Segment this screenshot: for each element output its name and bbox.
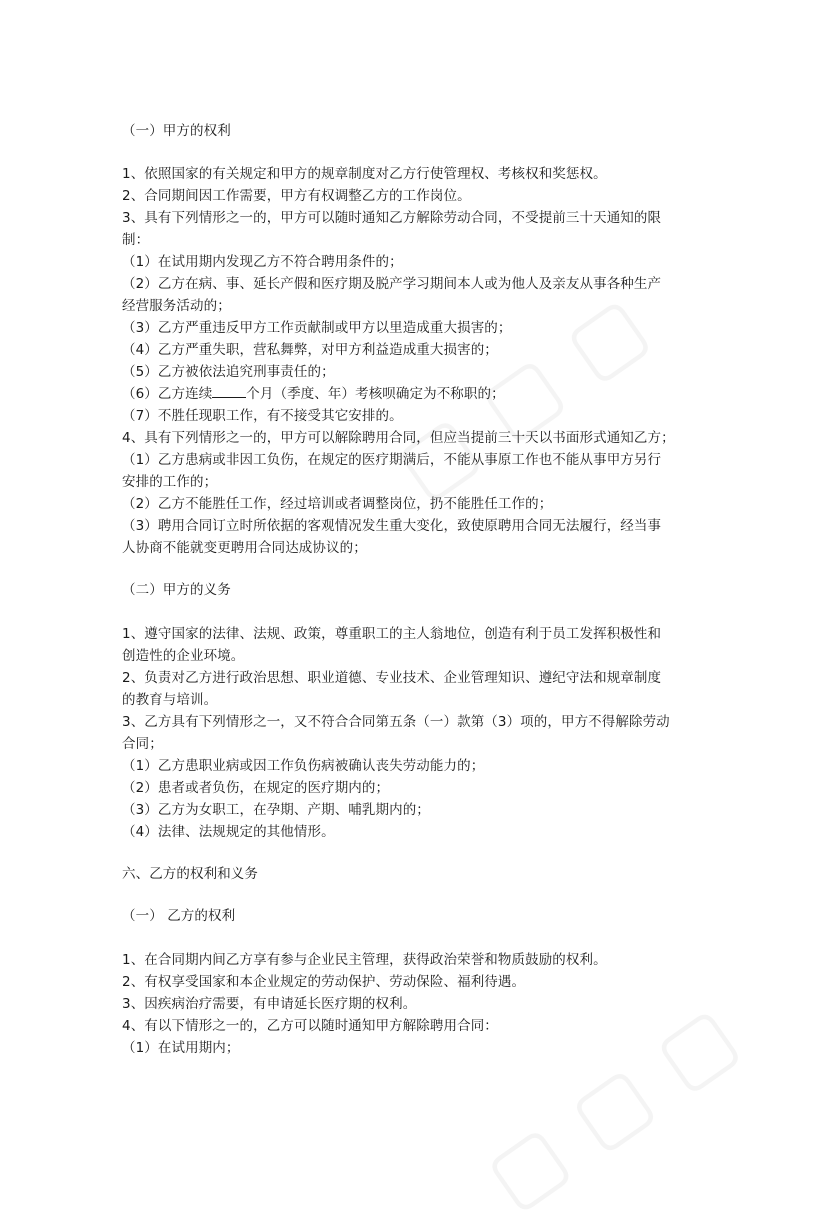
paragraph-line: 2、有权享受国家和本企业规定的劳动保护、劳动保险、福利待遇。 [122,974,526,990]
paragraph-line-with-blank [122,384,505,404]
paragraph-line: 1、依照国家的有关规定和甲方的规章制度对乙方行使管理权、考核权和奖惩权。 [122,166,607,182]
paragraph-line: 3、具有下列情形之一的，甲方可以随时通知乙方解除劳动合同，不受提前三十天通知的限 [122,210,662,226]
paragraph-line: 经营服务活动的； [122,298,231,314]
paragraph-line: （3）聘用合同订立时所依据的客观情况发生重大变化，致使原聘用合同无法履行，经当事 [122,518,662,534]
section-heading: （一） 乙方的权利 [122,908,236,924]
paragraph-line: 人协商不能就变更聘用合同达成协议的； [122,540,367,556]
section-heading: （一）甲方的权利 [122,123,231,139]
paragraph-line: 2、负责对乙方进行政治思想、职业道德、专业技术、企业管理知识、遵纪守法和规章制度 [122,670,662,686]
paragraph-line: 的教育与培训。 [122,692,218,708]
line-suffix: 个月（季度、年）考核呗确定为不称职的； [246,386,505,402]
paragraph-line: 制： [122,232,150,248]
paragraph-line: 创造性的企业环境。 [122,648,245,664]
fill-in-blank [212,384,246,398]
paragraph-line: （2）乙方不能胜任工作，经过培训或者调整岗位，扔不能胜任工作的； [122,496,553,512]
paragraph-line: （3）乙方严重违反甲方工作贡献制或甲方以里造成重大损害的； [122,320,512,336]
paragraph-line: （1）在试用期内发现乙方不符合聘用条件的； [122,254,403,270]
paragraph-line: 1、在合同期内间乙方享有参与企业民主管理，获得政治荣誉和物质鼓励的权利。 [122,952,607,968]
paragraph-line: （2）乙方在病、事、延长产假和医疗期及脱产学习期间本人或为他人及亲友从事各种生产 [122,276,662,292]
paragraph-line: 2、合同期间因工作需要，甲方有权调整乙方的工作岗位。 [122,188,471,204]
paragraph-line: 1、遵守国家的法律、法规、政策，尊重职工的主人翁地位，创造有利于员工发挥积极性和 [122,626,662,642]
paragraph-line: 3、因疾病治疗需要，有申请延长医疗期的权利。 [122,996,417,1012]
paragraph-line: 3、乙方具有下列情形之一，又不符合合同第五条（一）款第（3）项的，甲方不得解除劳动 [122,714,670,730]
paragraph-line: 安排的工作的； [122,474,218,490]
chapter-heading: 六、乙方的权利和义务 [122,866,258,882]
paragraph-line: （1）在试用期内； [122,1040,240,1056]
paragraph-line: 4、具有下列情形之一的，甲方可以解除聘用合同，但应当提前三十天以书面形式通知乙方； [122,430,675,446]
paragraph-line: （3）乙方为女职工，在孕期、产期、哺乳期内的； [122,802,430,818]
section-heading: （二）甲方的义务 [122,582,231,598]
paragraph-line: （1）乙方患职业病或因工作负伤病被确认丧失劳动能力的； [122,758,485,774]
line-prefix: （6）乙方连续 [122,386,213,402]
paragraph-line: 4、有以下情形之一的，乙方可以随时通知甲方解除聘用合同： [122,1018,498,1034]
paragraph-line: （4）法律、法规规定的其他情形。 [122,824,335,840]
paragraph-line: （2）患者或者负伤，在规定的医疗期内的； [122,780,390,796]
paragraph-line: （7）不胜任现职工作，有不接受其它安排的。 [122,408,403,424]
paragraph-line: （1）乙方患病或非因工负伤，在规定的医疗期满后，不能从事原工作也不能从事甲方另行 [122,452,662,468]
paragraph-line: 合同； [122,736,163,752]
paragraph-line: （4）乙方严重失职，营私舞弊，对甲方利益造成重大损害的； [122,342,498,358]
paragraph-line: （5）乙方被依法追究刑事责任的； [122,364,335,380]
